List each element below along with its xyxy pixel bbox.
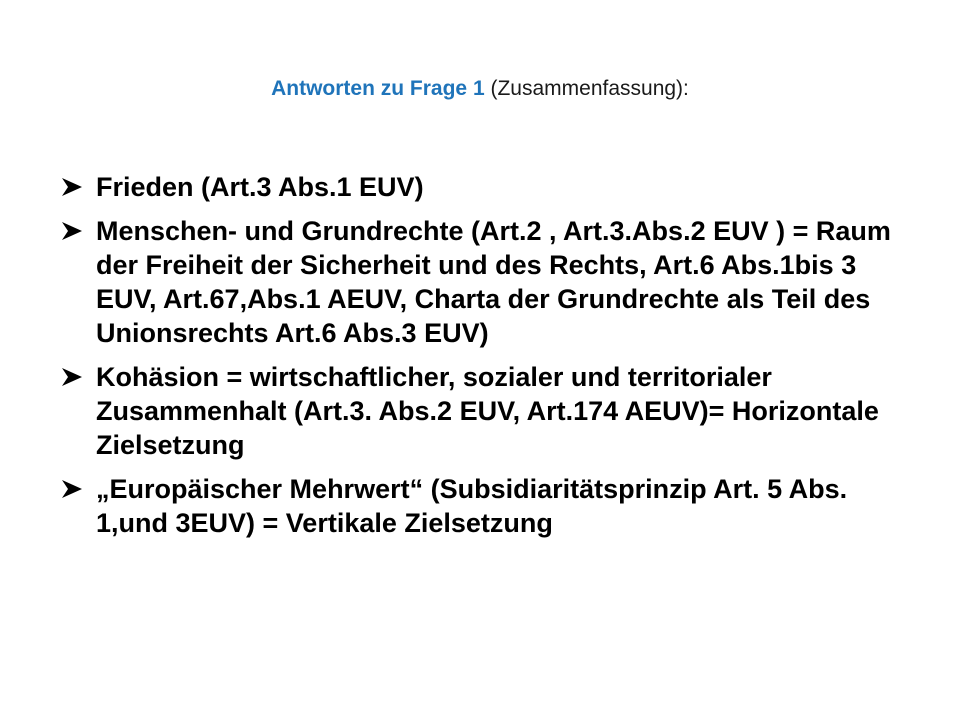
bullet-text: „Europäischer Mehrwert“ (Subsidiaritätsprinzip Art. 5 Abs. 1,und 3EUV) = Vertikale Zielsetzung	[96, 474, 848, 538]
bullet-list	[60, 170, 920, 550]
bullet-item-mehrwert	[60, 472, 920, 540]
title-rest: (Zusammenfassung):	[484, 77, 689, 100]
bullet-item-grundrechte	[60, 214, 920, 350]
arrowhead-bullet-icon	[60, 176, 84, 198]
bullet-item-frieden	[60, 170, 920, 204]
bullet-text: Frieden (Art.3 Abs.1 EUV)	[96, 172, 424, 202]
bullet-text: Kohäsion = wirtschaftlicher, sozialer und territorialer Zusammenhalt (Art.3. Abs.2 EUV, Art.174 AEUV)= Horizontale Zielsetzung	[96, 362, 879, 460]
bullet-text: Menschen- und Grundrechte (Art.2 , Art.3.Abs.2 EUV ) = Raum der Freiheit der Sicherheit und des Rechts, Art.6 Abs.1bis 3 EUV, Art.67,Abs.1 AEUV, Charta der Grundrechte als Teil des Unionsrechts Art.6 Abs.3 EUV)	[96, 216, 891, 348]
arrowhead-bullet-icon	[60, 366, 84, 388]
arrowhead-bullet-icon	[60, 220, 84, 242]
bullet-item-kohaesion	[60, 360, 920, 462]
slide-title	[0, 74, 960, 104]
title-accent: Antworten zu Frage 1	[271, 77, 485, 100]
arrowhead-bullet-icon	[60, 478, 84, 500]
